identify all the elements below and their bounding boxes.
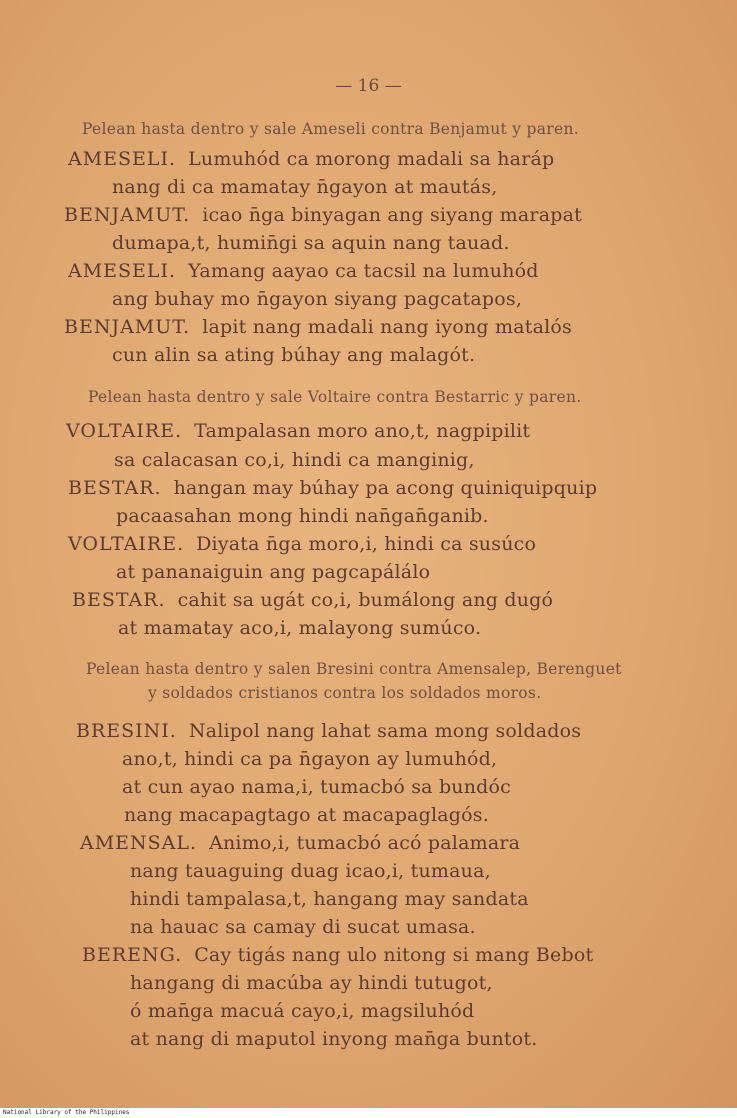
verse-line <box>116 561 430 583</box>
verse-line <box>68 477 597 499</box>
verse-text: hindi tampalasa,t, hangang may sandata <box>130 888 529 910</box>
verse-text: cun alin sa ating búhay ang malagót. <box>112 344 476 366</box>
verse-line <box>124 804 489 826</box>
verse-line <box>112 232 510 254</box>
verse-line <box>64 204 582 226</box>
verse-text: ó man̄ga macuá cayo,i, magsiluhód <box>130 1000 475 1022</box>
verse-line <box>112 176 497 198</box>
verse-line <box>68 533 536 555</box>
verse-line <box>114 449 475 471</box>
verse-line <box>64 316 572 338</box>
verse-line <box>68 148 554 170</box>
verse-line <box>130 972 493 994</box>
verse-line <box>130 860 491 882</box>
verse-line <box>66 420 530 442</box>
verse-text: hangang di macúba ay hindi tutugot, <box>130 972 493 994</box>
verse-text: dumapa,t, humin̄gi sa aquin nang tauad. <box>112 232 510 254</box>
verse-text: Tampalasan moro ano,t, nagpipilit <box>194 420 531 442</box>
speaker-name: BENJAMUT. <box>64 204 191 226</box>
speaker-name: AMENSAL. <box>80 832 198 854</box>
footer-credit: National Library of the Philippines <box>0 1108 737 1118</box>
stage-text: Pelean hasta dentro y salen Bresini contra Amensalep, Berenguet <box>86 660 622 678</box>
verse-text: Diyata n̄ga moro,i, hindi ca susúco <box>196 533 537 555</box>
speaker-name: BENJAMUT. <box>64 316 191 338</box>
verse-text: nang tauaguing duag icao,i, tumaua, <box>130 860 491 882</box>
stage-text: Pelean hasta dentro y sale Voltaire contra Bestarric y paren. <box>88 388 582 406</box>
verse-line <box>118 617 481 639</box>
verse-line <box>130 916 476 938</box>
verse-text: Nalipol nang lahat sama mong soldados <box>188 720 582 742</box>
verse-text: Yamang aayao ca tacsil na lumuhód <box>188 260 539 282</box>
verse-text: na hauac sa camay di sucat umasa. <box>130 916 476 938</box>
verse-text: cahit sa ugát co,i, bumálong ang dugó <box>177 589 554 611</box>
verse-text: nang di ca mamatay n̄gayon at mautás, <box>112 176 498 198</box>
speaker-name: BESTAR. <box>68 477 162 499</box>
verse-line <box>130 1028 537 1050</box>
verse-line <box>82 944 593 966</box>
verse-line <box>72 589 553 611</box>
verse-text: at nang di maputol inyong man̄ga buntot. <box>130 1028 538 1050</box>
page-number: — 16 — <box>335 76 402 96</box>
speaker-name: AMESELI. <box>68 148 177 170</box>
verse-line <box>122 748 497 770</box>
speaker-name: VOLTAIRE. <box>66 420 183 442</box>
verse-line <box>116 505 489 527</box>
verse-text: sa calacasan co,i, hindi ca manginig, <box>114 449 475 471</box>
verse-text: nang macapagtago at macapaglagós. <box>124 804 489 826</box>
stage-text: y soldados cristianos contra los soldados moros. <box>148 684 542 702</box>
stage-text: Pelean hasta dentro y sale Ameseli contra Benjamut y paren. <box>82 120 579 138</box>
speaker-name: BRESINI. <box>76 720 177 742</box>
verse-line <box>68 260 539 282</box>
speaker-name: AMESELI. <box>68 260 177 282</box>
verse-line <box>130 888 529 910</box>
verse-text: pacaasahan mong hindi nan̄gan̄ganib. <box>116 505 489 527</box>
stage-direction <box>82 120 579 138</box>
verse-text: at mamatay aco,i, malayong sumúco. <box>118 617 482 639</box>
stage-direction <box>88 388 581 406</box>
speaker-name: BERENG. <box>82 944 183 966</box>
verse-text: icao n̄ga binyagan ang siyang marapat <box>202 204 582 226</box>
verse-text: Lumuhód ca morong madali sa haráp <box>188 148 555 170</box>
verse-text: Cay tigás nang ulo nitong si mang Bebot <box>194 944 594 966</box>
verse-line <box>76 720 581 742</box>
verse-line <box>112 288 522 310</box>
verse-text: ang buhay mo n̄gayon siyang pagcatapos, <box>112 288 523 310</box>
verse-line <box>80 832 520 854</box>
verse-line <box>130 1000 474 1022</box>
stage-direction <box>148 684 541 702</box>
verse-line <box>112 344 475 366</box>
verse-line <box>122 776 511 798</box>
speaker-name: VOLTAIRE. <box>68 533 185 555</box>
speaker-name: BESTAR. <box>72 589 166 611</box>
verse-text: at pananaiguin ang pagcapálálo <box>116 561 431 583</box>
verse-text: at cun ayao nama,i, tumacbó sa bundóc <box>122 776 512 798</box>
verse-text: lapit nang madali nang iyong matalós <box>202 316 573 338</box>
stage-direction <box>86 660 622 678</box>
verse-text: hangan may búhay pa acong quiniquipquip <box>173 477 598 499</box>
verse-text: ano,t, hindi ca pa n̄gayon ay lumuhód, <box>122 748 498 770</box>
verse-text: Animo,i, tumacbó acó palamara <box>209 832 521 854</box>
